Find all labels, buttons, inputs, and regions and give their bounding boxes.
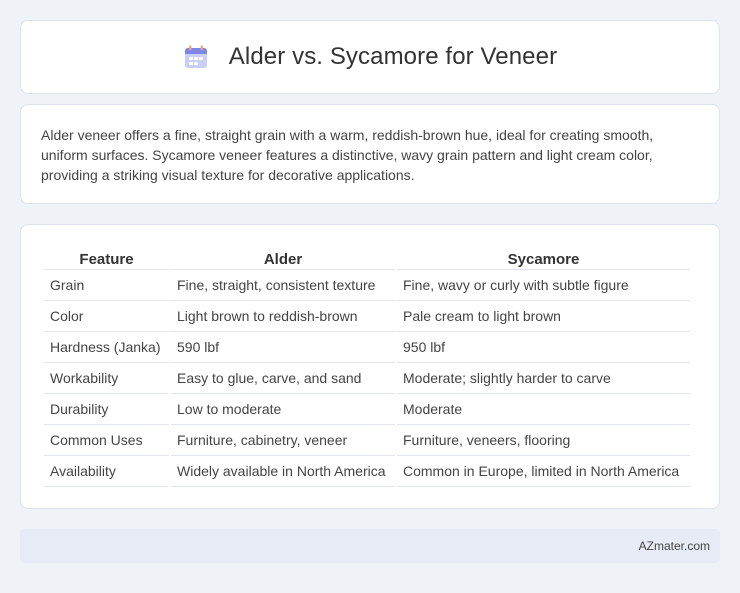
- table-cell: Durability: [44, 394, 169, 425]
- table-row: [44, 425, 690, 456]
- description-card: [20, 104, 720, 204]
- comparison-table: [42, 247, 692, 487]
- table-cell: Easy to glue, carve, and sand: [171, 363, 395, 394]
- table-cell: Widely available in North America: [171, 456, 395, 487]
- comparison-card: [20, 224, 720, 509]
- table-cell: Workability: [44, 363, 169, 394]
- table-row: [44, 363, 690, 394]
- table-row: [44, 456, 690, 487]
- table-cell: Furniture, cabinetry, veneer: [171, 425, 395, 456]
- description-text: Alder veneer offers a fine, straight grain with a warm, reddish-brown hue, ideal for creating smooth, uniform surfaces. Sycamore veneer features a distinctive, wavy grain pattern and light cream color, providing a striking visual texture for decorative applications.: [41, 127, 654, 183]
- table-cell: 590 lbf: [171, 332, 395, 363]
- table-row: [44, 332, 690, 363]
- table-cell: 950 lbf: [397, 332, 690, 363]
- column-header: Sycamore: [397, 247, 690, 270]
- footer-bar: [20, 529, 720, 563]
- footer-brand[interactable]: AZmater.com: [638, 539, 710, 553]
- page-title: Alder vs. Sycamore for Veneer: [228, 43, 558, 70]
- table-cell: Moderate; slightly harder to carve: [397, 363, 690, 394]
- table-cell: Common in Europe, limited in North America: [397, 456, 690, 487]
- table-row: [44, 394, 690, 425]
- column-header: Feature: [44, 247, 169, 270]
- table-cell: Low to moderate: [171, 394, 395, 425]
- table-row: [44, 270, 690, 301]
- calendar-icon: [183, 44, 209, 70]
- table-cell: Fine, straight, consistent texture: [171, 270, 395, 301]
- column-header: Alder: [171, 247, 395, 270]
- table-cell: Hardness (Janka): [44, 332, 169, 363]
- table-cell: Color: [44, 301, 169, 332]
- table-cell: Pale cream to light brown: [397, 301, 690, 332]
- table-cell: Grain: [44, 270, 169, 301]
- title-card: [20, 20, 720, 94]
- table-cell: Availability: [44, 456, 169, 487]
- table-cell: Moderate: [397, 394, 690, 425]
- table-cell: Furniture, veneers, flooring: [397, 425, 690, 456]
- table-cell: Light brown to reddish-brown: [171, 301, 395, 332]
- table-cell: Common Uses: [44, 425, 169, 456]
- table-header-row: [44, 247, 690, 270]
- table-row: [44, 301, 690, 332]
- table-cell: Fine, wavy or curly with subtle figure: [397, 270, 690, 301]
